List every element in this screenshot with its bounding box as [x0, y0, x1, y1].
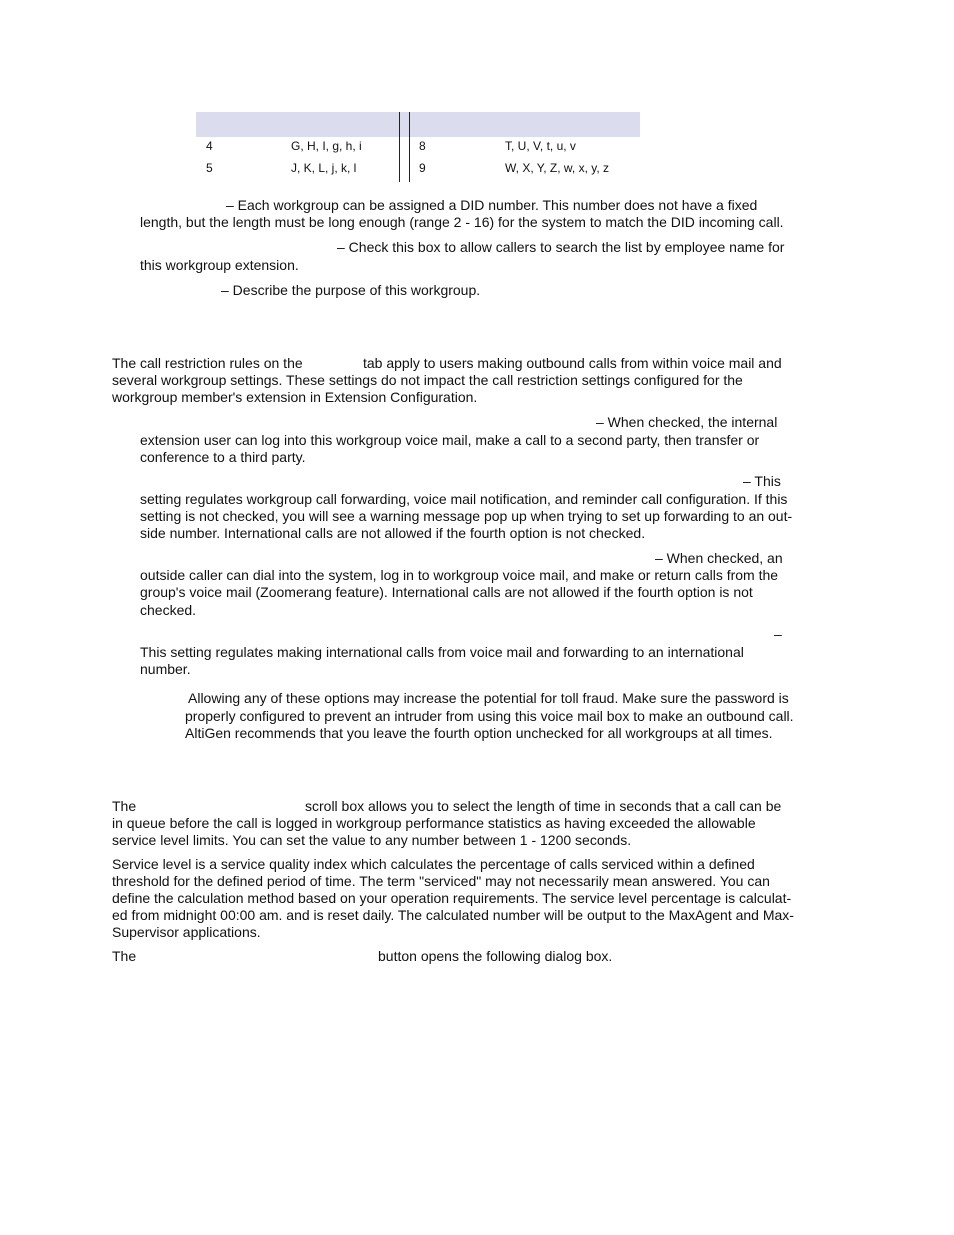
service-p2-line5: Supervisor applications. [112, 924, 261, 940]
option3-line2: outside caller can dial into the system, log in to workgroup voice mail, and make or return calls from the [140, 567, 779, 583]
warning-line3: AltiGen recommends that you leave the fourth option unchecked for all workgroups at all times. [185, 725, 773, 741]
table-cell-key: 4 [206, 139, 213, 153]
option1-line2: extension user can log into this workgroup voice mail, make a call to a second party, then transfer or [140, 432, 760, 448]
restriction-intro-line2: several workgroup settings. These settings do not impact the call restriction settings configured for the [112, 372, 743, 388]
service-p1-line1b: scroll box allows you to select the length of time in seconds that a call can be [305, 798, 782, 814]
did-text-line2: length, but the length must be long enough (range 2 - 16) for the system to match the DID incoming call. [140, 214, 784, 230]
service-p1-line2: in queue before the call is logged in workgroup performance statistics as having exceeded the allowable [112, 815, 756, 831]
table-cell-key: 8 [419, 139, 426, 153]
option2-line2: setting regulates workgroup call forwarding, voice mail notification, and reminder call configuration. If this [140, 491, 788, 507]
table-cell-letters: W, X, Y, Z, w, x, y, z [505, 161, 610, 175]
option1-line1: – When checked, the internal [596, 414, 778, 430]
table-cell-key: 5 [206, 161, 213, 175]
service-p2-line4: ed from midnight 00:00 am. and is reset daily. The calculated number will be output to the MaxAgent and Max- [112, 907, 794, 923]
table-divider-right [409, 112, 410, 182]
option4-line1: – [774, 626, 782, 642]
key-letter-table [196, 112, 640, 184]
restriction-intro-line1b: tab apply to users making outbound calls from within voice mail and [363, 355, 782, 371]
description-text: – Describe the purpose of this workgroup. [221, 282, 481, 298]
directory-text-line2: this workgroup extension. [140, 257, 299, 273]
service-p3a: The [112, 948, 137, 964]
directory-text-line1: – Check this box to allow callers to search the list by employee name for [337, 239, 785, 255]
option2-line3: setting is not checked, you will see a warning message pop up when trying to set up forwarding to an out- [140, 508, 793, 524]
service-p1-line3: service level limits. You can set the value to any number between 1 - 1200 seconds. [112, 832, 632, 848]
restriction-intro-line3: workgroup member's extension in Extension Configuration. [112, 389, 478, 405]
option4-line3: number. [140, 661, 191, 677]
service-p1-line1a: The [112, 798, 137, 814]
table-header-row [196, 112, 640, 137]
service-p2-line1: Service level is a service quality index which calculates the percentage of calls serviced within a defined [112, 856, 755, 872]
did-text-line1: – Each workgroup can be assigned a DID number. This number does not have a fixed [226, 197, 758, 213]
option1-line3: conference to a third party. [140, 449, 306, 465]
restriction-intro-line1a: The call restriction rules on the [112, 355, 303, 371]
service-p2-line3: define the calculation method based on your operation requirements. The service level percentage is calculat- [112, 890, 792, 906]
table-cell-letters: G, H, I, g, h, i [291, 139, 362, 153]
option2-line1: – This [743, 473, 781, 489]
table-cell-key: 9 [419, 161, 426, 175]
service-p3b: button opens the following dialog box. [378, 948, 613, 964]
option2-line4: side number. International calls are not allowed if the fourth option is not checked. [140, 525, 646, 541]
warning-line2: properly configured to prevent an intruder from using this voice mail box to make an outbound call. [185, 708, 794, 724]
table-divider-left [399, 112, 400, 182]
table-cell-letters: T, U, V, t, u, v [505, 139, 576, 153]
warning-line1: Allowing any of these options may increase the potential for toll fraud. Make sure the password is [188, 690, 789, 706]
service-p2-line2: threshold for the defined period of time. The term "serviced" may not necessarily mean answered. You can [112, 873, 770, 889]
option3-line1: – When checked, an [655, 550, 783, 566]
option3-line3: group's voice mail (Zoomerang feature). International calls are not allowed if the fourth option is not [140, 584, 753, 600]
table-cell-letters: J, K, L, j, k, l [291, 161, 357, 175]
option3-line4: checked. [140, 602, 197, 618]
option4-line2: This setting regulates making international calls from voice mail and forwarding to an international [140, 644, 744, 660]
